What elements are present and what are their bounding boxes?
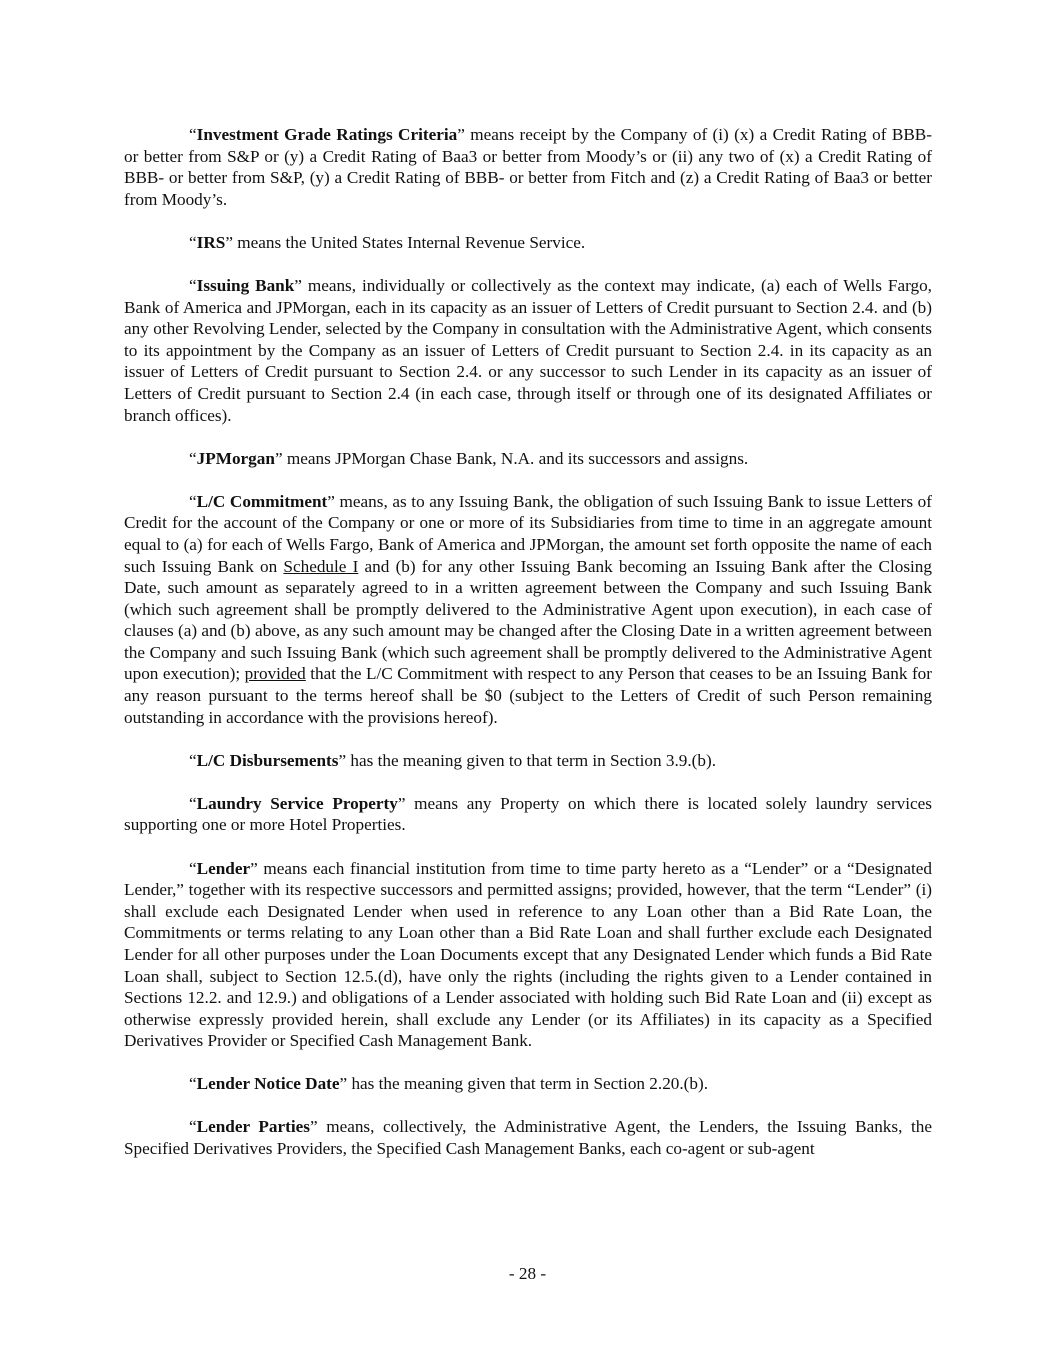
definition-irs [124, 232, 932, 254]
document-page [124, 124, 932, 1181]
defined-term: IRS [196, 232, 226, 252]
definition-text: means each financial institution from time to time party hereto as a “Lender” or a “Designated Lender,” together with its respective successors and permitted assigns; provided, however, that the term “Lender” (i) shall exclude each Designated Lender when used in reference to any Loan other than a Bid Rate Loan, the Commitments or terms relating to any Loan other than a Bid Rate Loan and shall further exclude each Designated Lender for all other purposes under the Loan Documents except that any Designated Lender which funds a Bid Rate Loan shall, subject to Section 12.5.(d), have only the rights (including the rights given to a Lender contained in Sections 12.2. and 12.9.) and obligations of a Lender associated with holding such Bid Rate Loan and (ii) except as otherwise expressly provided herein, shall exclude any Lender (or its Affiliates) in its capacity as a Specified Derivatives Provider or Specified Cash Management Bank. [124, 858, 932, 1051]
page-number: - 28 - [508, 1264, 547, 1283]
definition-text: and (b) for any other Issuing Bank becoming an Issuing Bank after the Closing Date, such amount as separately agreed to in a written agreement between the Company and such Issuing Bank (which such agreement shall be promptly delivered to the Administrative Agent upon execution), in each case of clauses (a) and (b) above, as any such amount may be changed after the Closing Date in a written agreement between the Company and such Issuing Bank (which such agreement shall be promptly delivered to the Administrative Agent upon execution); [124, 556, 932, 684]
defined-term: JPMorgan [196, 448, 275, 468]
close-quote: ” [397, 793, 406, 813]
definition-text: means, as to any Issuing Bank, the obligation of such Issuing Bank to issue Letters of Credit for the account of the Company or one or more of its Subsidiaries from time to time in an aggregate amount equal to (a) for each of Wells Fargo, Bank of America and JPMorgan, the amount set forth opposite the name of each such Issuing Bank on [124, 491, 932, 576]
definition-text: that the L/C Commitment with respect to any Person that ceases to be an Issuing Bank for any reason pursuant to the terms hereof shall be $0 (subject to the Letters of Credit of such Person remaining outstanding in accordance with the provisions hereof). [124, 664, 933, 727]
proviso-term: provided [244, 664, 306, 684]
open-quote: “ [189, 232, 197, 252]
defined-term: Investment Grade Ratings Criteria [196, 125, 458, 144]
definition-text: means the United States Internal Revenue Service. [232, 232, 586, 252]
defined-term: Lender Notice Date [196, 1074, 340, 1094]
definition-text: means receipt by the Company of (i) (x) a Credit Rating of BBB- or better from S&P or (y) a Credit Rating of Baa3 or better from Moody’s or (ii) any two of (x) a Credit Rating of BBB- or better from S&P, (y) a Credit Rating of BBB- or better from Fitch and (z) a Credit Rating of Baa3 or better from Moody’s. [124, 125, 932, 209]
open-quote: “ [189, 125, 197, 144]
definition-issuing-bank [124, 275, 932, 426]
definition-text: means JPMorgan Chase Bank, N.A. and its successors and assigns. [282, 448, 749, 468]
close-quote: ” [338, 750, 347, 770]
definition-jpmorgan [124, 448, 932, 470]
open-quote: “ [189, 275, 197, 295]
defined-term: Laundry Service Property [196, 793, 398, 813]
definition-text: has the meaning given to that term in Section 3.9.(b). [346, 750, 717, 770]
close-quote: ” [274, 448, 283, 468]
definition-investment-grade-ratings-criteria [124, 124, 932, 210]
definition-lc-commitment [124, 491, 932, 729]
open-quote: “ [189, 750, 197, 770]
close-quote: ” [327, 491, 335, 511]
defined-term: Lender [196, 858, 251, 878]
open-quote: “ [189, 1117, 197, 1137]
definition-lender [124, 858, 932, 1052]
close-quote: ” [309, 1117, 318, 1137]
close-quote: ” [250, 858, 258, 878]
open-quote: “ [189, 793, 197, 813]
definition-lc-disbursements [124, 750, 932, 772]
close-quote: ” [339, 1074, 348, 1094]
close-quote: ” [457, 125, 465, 144]
definition-laundry-service-property [124, 793, 932, 836]
definition-text: means, individually or collectively as the context may indicate, (a) each of Wells Fargo, Bank of America and JPMorgan, each in its capacity as an issuer of Letters of Credit pursuant to Section 2.4. and (b) any other Revolving Lender, selected by the Company in consultation with the Administrative Agent, which consents to its appointment by the Company as an issuer of Letters of Credit pursuant to Section 2.4. in its capacity as an issuer of Letters of Credit pursuant to Section 2.4. or any successor to such Lender in its capacity as an issuer of Letters of Credit pursuant to Section 2.4 (in each case, through itself or through one of its designated Affiliates or branch offices). [124, 275, 932, 425]
definition-text: means, collectively, the Administrative Agent, the Lenders, the Issuing Banks, the Specified Derivatives Providers, the Specified Cash Management Banks, each co-agent or sub-agent [124, 1117, 932, 1159]
definition-lender-notice-date [124, 1073, 932, 1095]
open-quote: “ [189, 1074, 197, 1094]
defined-term: L/C Disbursements [196, 750, 339, 770]
defined-term: Issuing Bank [196, 275, 295, 295]
defined-term: L/C Commitment [196, 491, 328, 511]
open-quote: “ [189, 491, 197, 511]
definition-text: means any Property on which there is located solely laundry services supporting one or more Hotel Properties. [124, 793, 932, 835]
close-quote: ” [294, 275, 302, 295]
open-quote: “ [189, 858, 197, 878]
defined-term: Lender Parties [196, 1117, 310, 1137]
open-quote: “ [189, 448, 197, 468]
definition-text: has the meaning given that term in Section 2.20.(b). [347, 1074, 709, 1094]
close-quote: ” [225, 232, 233, 252]
schedule-reference: Schedule I [283, 556, 359, 576]
definition-lender-parties [124, 1116, 932, 1159]
